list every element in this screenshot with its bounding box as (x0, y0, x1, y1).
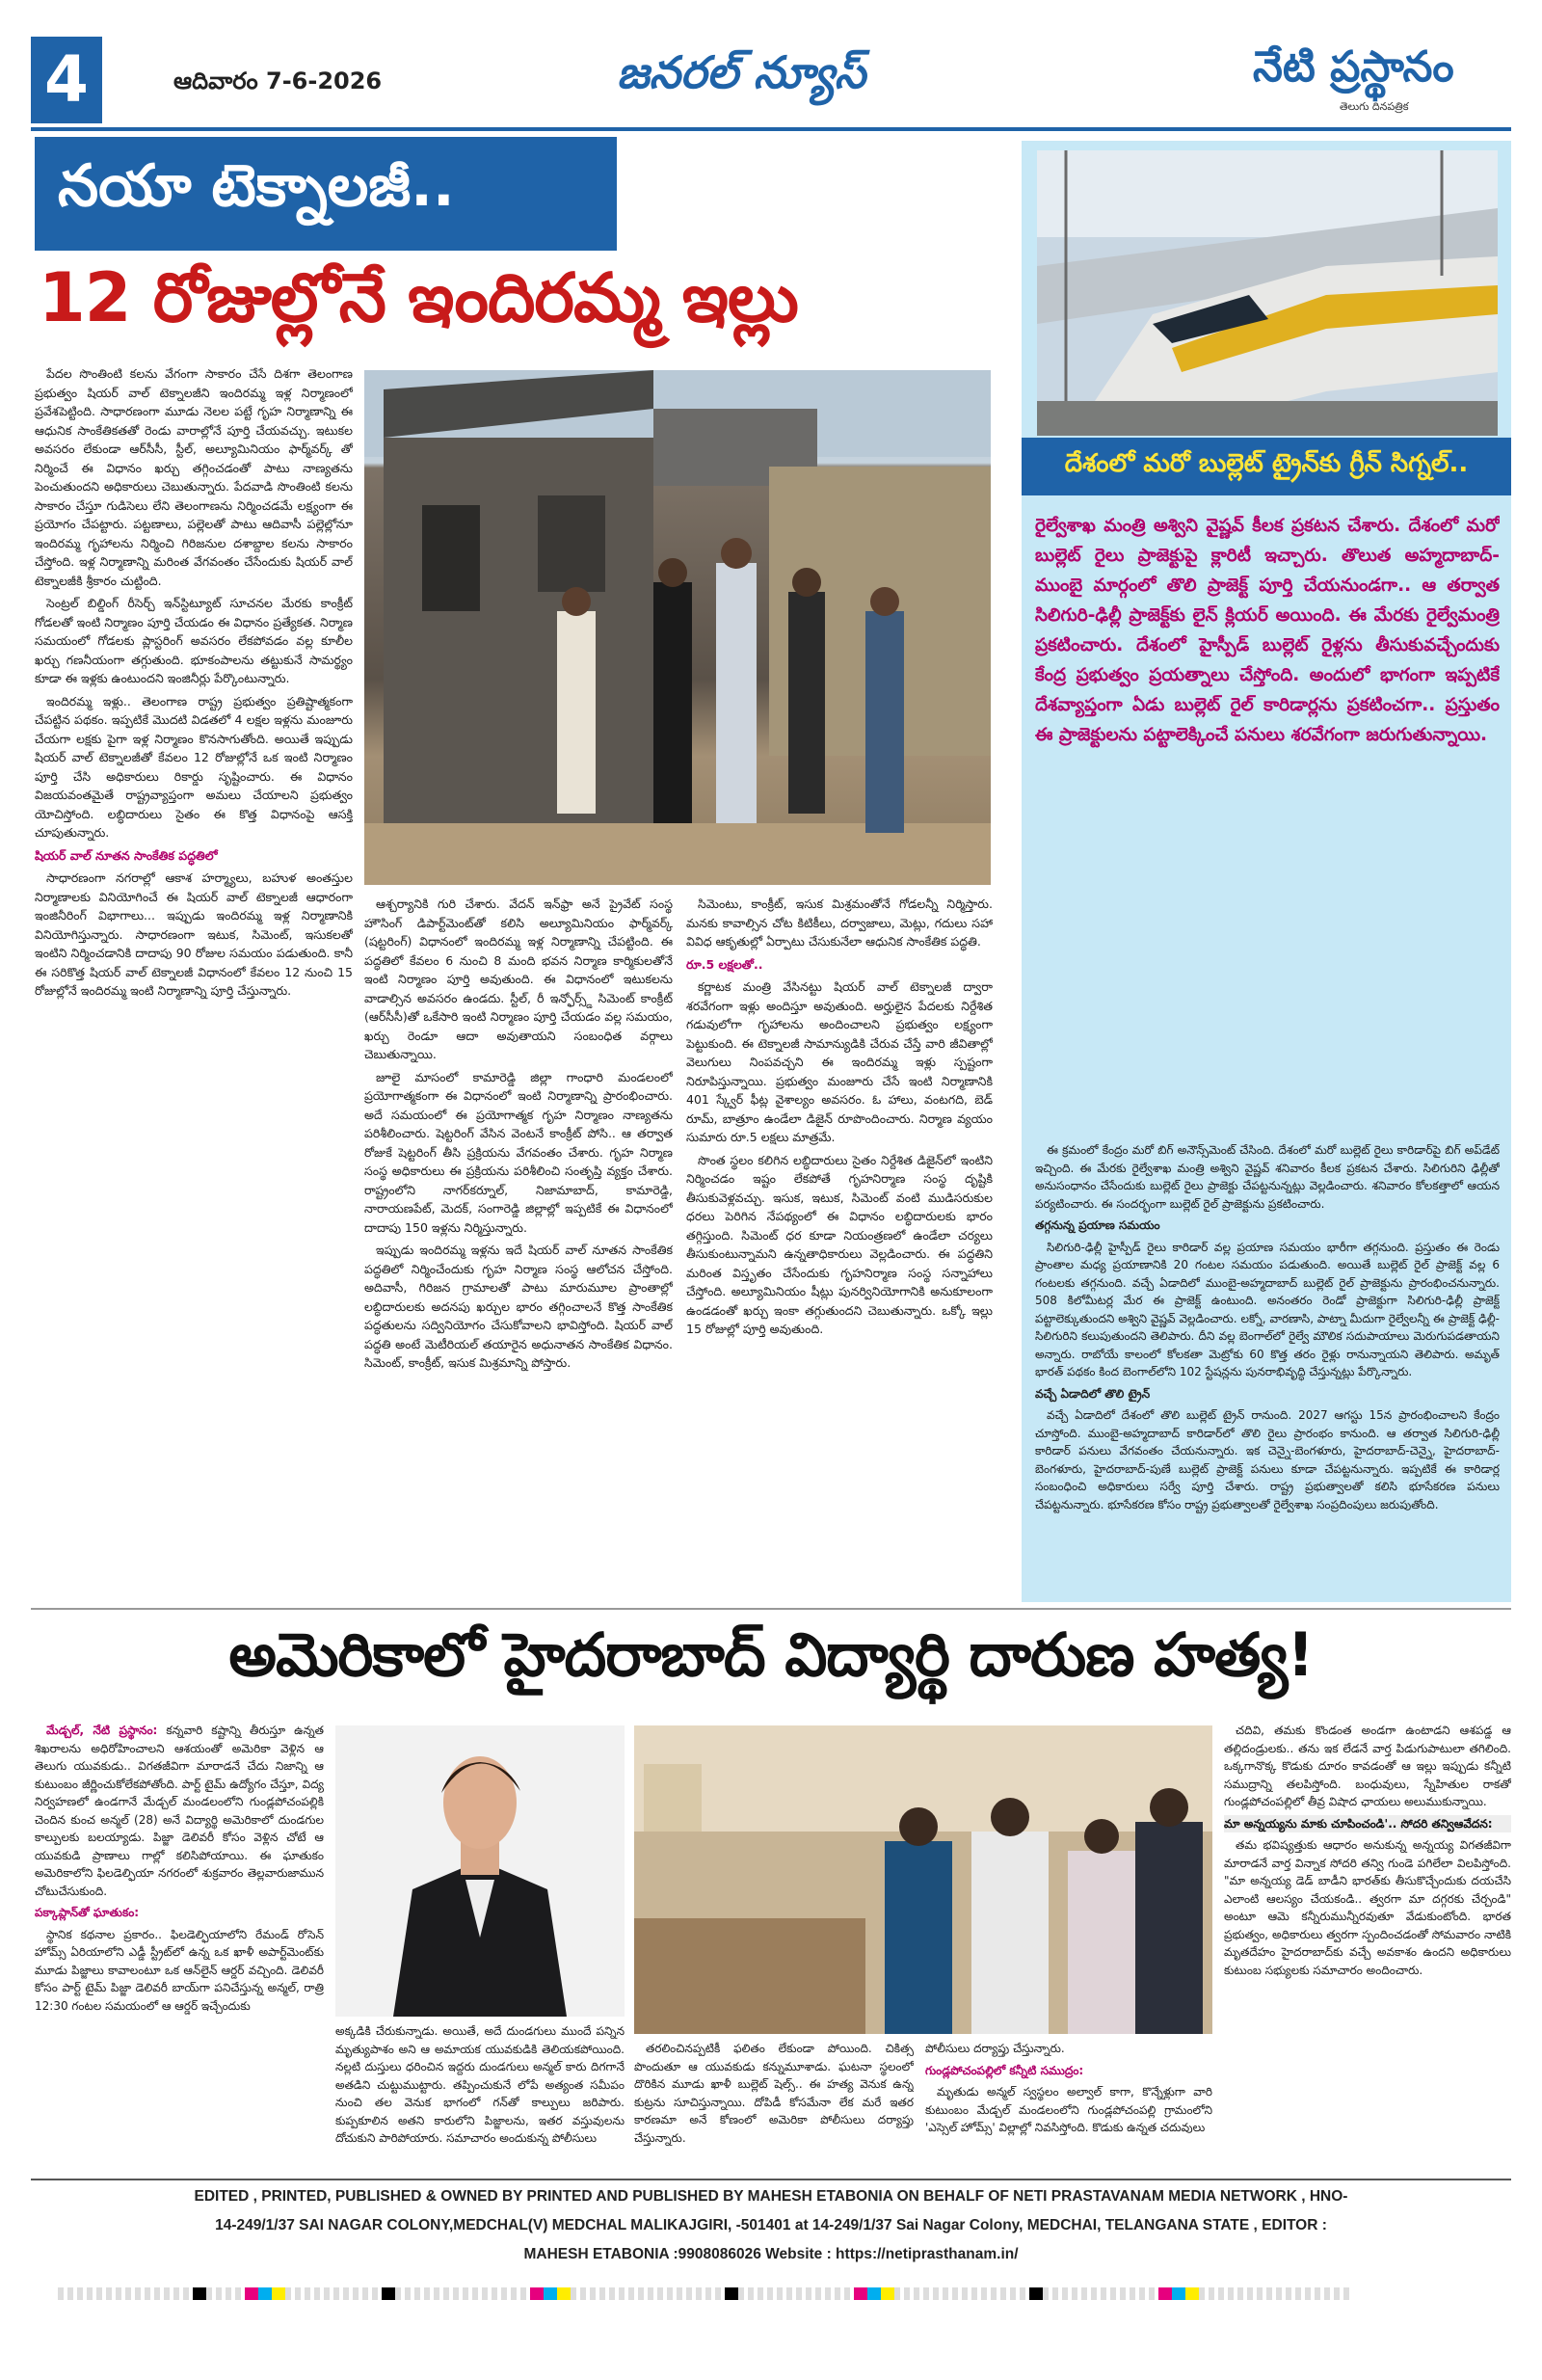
imprint-line: MAHESH ETABONIA :9908086026 Website : https://netiprasthanam.in/ (523, 2246, 1019, 2262)
story3-col3-subhead: మా అన్నయ్యను మాకు చూపించండి'.. సోదరి తన్విఆవేదన: (1224, 1815, 1511, 1833)
story3-column-1 (35, 1722, 324, 2165)
construction-photo (364, 370, 991, 885)
story3-column-2 (634, 2040, 914, 2165)
story1-col2-para: జూలై మాసంలో కామారెడ్డి జిల్లా గాంధారి మండలంలో ప్రయోగాత్మకంగా ఈ విధానంలో ఇంటి నిర్మాణాన్ని ప్రారంభించారు. అదే సమయంలో ఈ ప్రయోగాత్మక గృహ నిర్మాణం నాణ్యతను పరిశీలించారు. షెట్టరింగ్ వేసిన వెంటనే కాంక్రీట్ పోసి.. ఆ తర్వాత రోజుకే షెట్టరింగ్ తీసి ప్రక్రియను వేగవంతం చేశారు. గృహ నిర్మాణ సంస్థ అధికారులు ఈ ప్రక్రియను పరిశీలించి సంతృప్తి వ్యక్తం చేశారు. రాష్ట్రంలోని నాగర్‌కర్నూల్, నిజామాబాద్, కామారెడ్డి, నారాయణపేట్, మెదక్, సంగారెడ్డి జిల్లాల్లో ఇప్పటికే ఈ విధానంలో దాదాపు 150 ఇళ్లను నిర్మిస్తున్నారు. (364, 1069, 673, 1235)
story1-col1-para: సెంట్రల్ బిల్డింగ్ రీసెర్చ్ ఇన్‌స్టిట్యూట్ సూచనల మేరకు కాంక్రీట్ గోడలతో ఇంటి నిర్మాణం పూర్తి చేయడం ఈ విధానం ప్రత్యేకత. నిర్మాణ సమయంలో గోడలకు ప్లాస్టరింగ్ అవసరం లేకపోవడం వల్ల కూలీల ఖర్చు గణనీయంగా తగ్గుతుంది. భూకంపాలను తట్టుకునే సామర్థ్యం కూడా ఈ ఇళ్లకు ఉంటుందని ఇంజినీర్లు పేర్కొంటున్నారు. (35, 596, 353, 685)
story2-headline: దేశంలో మరో బుల్లెట్ ట్రైన్‌కు గ్రీన్ సిగ్నల్.. (1064, 449, 1469, 478)
story1-col3-para: కర్ణాటక మంత్రి వేసినట్టు షియర్ వాల్ టెక్నాలజీ ద్వారా శరవేగంగా ఇళ్లు అందిస్తూ అవుతుంది. అర్హులైన పేదలకు నిర్దేశిత గడువులోగా గృహాలను అందించాలని ప్రభుత్వం లక్ష్యంగా పెట్టుకుంది. ఈ టెక్నాలజీ సామాన్యుడికి చేరువ చేస్తే వారి జీవితాల్లో వెలుగులు నింపవచ్చని ఈ ఇందిరమ్మ ఇళ్లు స్పష్టంగా నిరూపిస్తున్నాయి. ప్రభుత్వం మంజూరు చేసే ఇంటి నిర్మాణానికి 401 స్క్వేర్ ఫీట్ల వైశాల్యం అవసరం. ఓ హాలు, వంటగది, బెడ్ రూమ్, బాత్రూం ఉండేలా డిజైన్ రూపొందించారు. నిర్మాణ వ్యయం సుమారు రూ.5 లక్షలు మాత్రమే. (686, 979, 993, 1144)
bullet-train-illustration (1037, 150, 1498, 436)
story3-photo-caption-text: అక్కడికి చేరుకున్నాడు. అయితే, అదే దుండగులు ముందే పన్నిన మృత్యుపాశం అని ఆ అమాయక యువకుడికి తెలియకపోయింది. నల్లటి దుస్తులు ధరించిన ఇద్దరు దుండగులు అన్మల్ కారు దిగగానే అతడిని చుట్టుముట్టారు. తప్పించుకునే లోపే అత్యంత సమీపం నుంచి తల వెనుక భాగంలో గన్‌తో కాల్పులు జరిపారు. కుప్పకూలిన అతని కారులోని పిజ్జాలను, ఇతర వస్తువులను దోచుకుని పారిపోయారు. సమాచారం అందుకున్న పోలీసులు (335, 2024, 625, 2145)
story3-col2-para: మృతుడు అన్మల్ స్వస్థలం అల్వాల్ కాగా, కొన్నేళ్లుగా వారి కుటుంబం మేడ్చల్ మండలంలోని గుండ్లపోచంపల్లి గ్రామంలోని 'ఎస్సెల్ హోమ్స్' విల్లాల్లో నివసిస్తోంది. కొడుకు ఉన్నత చదువులు (925, 2085, 1212, 2134)
story3-col2-subhead: గుండ్లపోచంపల్లిలో కన్నీటి సముద్రం: (925, 2063, 1084, 2077)
story3-dateline: మేడ్చల్, నేటి ప్రస్థానం: (46, 1724, 158, 1737)
student-photo-illustration (335, 1725, 625, 2017)
story2-subhead: తగ్గనున్న ప్రయాణ సమయం (1035, 1218, 1160, 1232)
footer-rule (31, 2179, 1511, 2180)
story1-col1-para: సాధారణంగా నగరాల్లో ఆకాశ హర్మ్యాలు, బహుళ అంతస్తుల నిర్మాణాలకు వినియోగించే ఈ షియర్ వాల్ టెక్నాలజీ ఆధారంగా ఇంజినీరింగ్ విభాగాలు... ఇప్పుడు ఇందిరమ్మ ఇళ్ల నిర్మాణానికి వినియోగిస్తున్నారు. సాధారణంగా ఇటుక, సిమెంట్, ఇసుకలతో ఇంటిని నిర్మించడానికి దాదాపు 90 రోజుల సమయం పడుతుంది. కానీ ఈ సరికొత్త షియర్ వాల్ టెక్నాలజీ విధానంలో కేవలం 12 నుంచి 15 రోజుల్లోనే ఇందిరమ్మ ఇంటి నిర్మాణాన్ని పూర్తి చేస్తున్నారు. (35, 870, 353, 998)
story1-kicker: నయా టెక్నాలజీ.. (58, 152, 455, 220)
imprint-line: EDITED , PRINTED, PUBLISHED & OWNED BY PRINTED AND PUBLISHED BY MAHESH ETABONIA ON BEHALF OF NETI PRASTAVANAM MEDIA NETWORK , HNO- (194, 2188, 1348, 2205)
story2-para: సిలిగురి-ఢిల్లీ హైస్పీడ్ రైలు కారిడార్ వల్ల ప్రయాణ సమయం భారీగా తగ్గనుంది. ప్రస్తుతం ఈ రెండు ప్రాంతాల మధ్య ప్రయాణానికి 20 గంటల సమయం పడుతుంది. అయితే బుల్లెట్ రైల్ ప్రాజెక్ట్ వల్ల 6 గంటలకు తగ్గనుంది. వచ్చే ఏడాదిలో ముంబై-అహ్మదాబాద్ బుల్లెట్ రైల్ ప్రాజెక్టును ప్రారంభించనున్నారు. 508 కిలోమీటర్ల మేర ఈ ప్రాజెక్ట్ ఉంటుంది. అనంతరం రెండో ప్రాజెక్టుగా సిలిగురి-ఢిల్లీ ప్రాజెక్ట్ పట్టాలెక్కుతుందని అశ్విని వైష్ణవ్ వెల్లడించారు. లక్నో, వారణాసి, పాట్నా మీదుగా రైల్వేలన్నీ ఈ ప్రాజెక్ట్ ఢిల్లీ-సిలిగురిని కలుపుతుందని తెలిపారు. దీని వల్ల బెంగాల్‌లో రైల్వే మౌలిక సదుపాయాలు మెరుగుపడతాయని అన్నారు. రాబోయే కాలంలో కోలకతా మెట్రోకు 60 కొత్త తరం రైళ్లు రానున్నాయని తెలిపారు. అమృత్ భారత్ పథకం కింద బెంగాల్‌లోని 102 స్టేషన్లను పునరాభివృద్ధి చేస్తున్నట్లు పేర్కొన్నారు. (1035, 1240, 1500, 1378)
story1-col1-para: పేదల సొంతింటి కలను వేగంగా సాకారం చేసే దిశగా తెలంగాణ ప్రభుత్వం షియర్ వాల్ టెక్నాలజీని ఇందిరమ్మ ఇళ్ల నిర్మాణంలో ప్రవేశపెట్టింది. సాధారణంగా మూడు నెలల పట్టే గృహ నిర్మాణాన్ని ఈ ఆధునిక సాంకేతికతతో రెండు వారాల్లోనే పూర్తి చేయవచ్చు. ఇటుకల అవసరం లేకుండా ఆర్‌సీసీ, స్టీల్, అల్యూమినియం ఫార్మ్‌వర్క్ తో నిర్మించే ఈ విధానం ఖర్చు తగ్గించడంతో పాటు నాణ్యతను పెంచుతుందని అధికారులు చెబుతున్నారు. పేదవాడి సొంతింటి కలను సాకారం చేస్తూ గుడిసెలు లేని తెలంగాణను నిర్మించడమే లక్ష్యంగా ఈ ప్రయోగం చేపట్టారు. పట్టణాలు, పల్లెలతో పాటు ఆదివాసీ పల్లెల్లోనూ ఇందిరమ్మ గృహాలను నిర్మించి గిరిజనుల దశాబ్దాల కలను సాకారం చేస్తోంది. ఇళ్ల నిర్మాణాన్ని మరింత వేగవంతం చేసేందుకు షియర్ వాల్ టెక్నాలజీకి శ్రీకారం చుట్టింది. (35, 366, 353, 588)
section-title: జనరల్ న్యూస్ (617, 46, 866, 98)
page-number: 4 (44, 42, 89, 117)
story3-col1-para (35, 1722, 324, 1900)
bullet-train-photo (1037, 150, 1498, 436)
story2-para: వచ్చే ఏడాదిలో దేశంలో తొలి బుల్లెట్ ట్రైన్ రానుంది. 2027 ఆగస్టు 15న ప్రారంభించాలని కేంద్రం చూస్తోంది. ముంబై-అహ్మదాబాద్ కారిడార్‌లో తొలి రైలు ప్రారంభం కానుంది. ఆ తర్వాత సిలిగురి-ఢిల్లీ కారిడార్ పనులు వేగవంతం చేయనున్నారు. ఇక చెన్నై-బెంగళూరు, హైదరాబాద్-చెన్నై, హైదరాబాద్-బెంగళూరు, హైదరాబాద్-పుణే బుల్లెట్ ప్రాజెక్ట్ పనులు కూడా చేపట్టనున్నారు. ఇప్పటికే ఈ కారిడార్ల సంబంధించి అధికారులు సర్వే పూర్తి చేశారు. రాష్ట్ర ప్రభుత్వాలతో కలిసి భూసేకరణ పనులు చేపట్టనున్నారు. భూసేకరణ కోసం రాష్ట్ర ప్రభుత్వాలతో రైల్వేశాఖ సంప్రదింపులు జరుపుతోంది. (1035, 1408, 1500, 1511)
story1-col2-para: ఆశ్చర్యానికి గురి చేశారు. వేదన్ ఇన్‌ఫ్రా అనే ప్రైవేట్ సంస్థ హౌసింగ్ డిపార్ట్‌మెంట్‌తో కలిసి అల్యూమినియం ఫార్మ్‌వర్క్ (షట్టరింగ్) విధానంలో ఇందిరమ్మ ఇళ్ల నిర్మాణాన్ని చేపట్టింది. ఈ పద్ధతిలో కేవలం 6 నుంచి 8 మంది భవన నిర్మాణ కార్మికులతోనే ఇంటి నిర్మాణం పూర్తి అవుతుంది. ఈ విధానంలో ఇటుకలను వాడాల్సిన అవసరం ఉండదు. స్టీల్, రీ ఇన్ఫోర్స్డ్ సిమెంట్ కాంక్రీట్ (ఆర్‌సీసీ)తో ఒకేసారి ఇంటి నిర్మాణం పూర్తి చేయడం వల్ల సమయం, ఖర్చు రెండూ ఆదా అవుతాయని సంబంధిత వర్గాలు చెబుతున్నాయి. (364, 896, 673, 1061)
story3-column-2b (925, 2040, 1212, 2165)
story1-col3-subhead: రూ.5 లక్షలతో.. (686, 956, 763, 972)
family-photo-illustration (634, 1725, 1212, 2034)
story1-col1-subhead: షియర్ వాల్ నూతన సాంకేతిక పద్ధతిలో (35, 847, 218, 863)
student-photo (335, 1725, 625, 2017)
masthead-tagline: తెలుగు దినపత్రిక (1340, 100, 1409, 113)
story1-col3-para: సొంత స్థలం కలిగిన లబ్ధిదారులు సైతం నిర్దేశిత డిజైన్‌లో ఇంటిని నిర్మించడం ఇష్టం లేకపోతే గృహనిర్మాణ సంస్థ దృష్టికి తీసుకువెళ్లవచ్చు. ఇసుక, ఇటుక, సిమెంట్ వంటి ముడిసరుకుల ధరలు పెరిగిన నేపథ్యంలో ఈ విధానం లబ్ధిదారులకు భారం తగ్గిస్తుంది. సిమెంట్ ధర కూడా నియంత్రణలో ఉండేలా చర్యలు తీసుకుంటున్నామని ఉన్నతాధికారులు వెల్లడించారు. ఈ పద్ధతిని మరింత విస్తృతం చేసేందుకు గృహనిర్మాణ సంస్థ సన్నాహాలు చేస్తోంది. అల్యూమినియం షీట్లు పునర్వినియోగానికి అనుకూలంగా ఉండడంతో ఖర్చు ఇంకా తగ్గుతుందని చెబుతున్నారు. ఒక్కో ఇల్లు 15 రోజుల్లో పూర్తి అవుతుంది. (686, 1152, 993, 1336)
story3-col1-text: కన్నవారి కష్టాన్ని తీరుస్తూ ఉన్నత శిఖరాలను అధిరోహించాలని ఆశయంతో అమెరికా వెళ్లిన ఆ తెలుగు యువకుడు.. విగతజీవిగా మారాడనే చేదు నిజాన్ని ఆ కుటుంబం జీర్ణించుకోలేకపోతోంది. పార్ట్ టైమ్ ఉద్యోగం చేస్తూ, విద్య నిర్వహణలో ఉండగానే మేడ్చల్ మండలంలోని గుండ్లపోచంపల్లికి చెందిన కుంచ అన్మల్ (28) అనే విద్యార్థి అమెరికాలో దుండగుల కాల్పులకు బలయ్యాడు. పిజ్జా డెలివరీ కోసం వెళ్లిన చోటే ఆ యువకుడి ప్రాణాలు గాల్లో కలిసిపోయాయి. ఈ ఘాతుకం అమెరికాలోని ఫిలడెల్ఫియా నగరంలో శుక్రవారం తెల్లవారుజామున చోటుచేసుకుంది. (35, 1724, 324, 1898)
story3-col1-subhead: పక్కాప్లాన్‌తో ఘాతుకం: (35, 1906, 140, 1919)
story3-col1-para: స్థానిక కథనాల ప్రకారం.. ఫిలడెల్ఫియాలోని రేమండ్ రోసెన్ హోమ్స్ ఏరియాలోని ఎడ్డీ స్ట్రీట్‌లో ఉన్న ఒక ఖాళీ అపార్ట్‌మెంట్‌కు మూడు పిజ్జాలు కావాలంటూ ఒక ఆన్‌లైన్ ఆర్డర్ వచ్చింది. డెలివరీ కోసం పార్ట్ టైమ్ పిజ్జా డెలివరీ బాయ్‌గా పనిచేస్తున్న అన్మల్, రాత్రి 12:30 గంటల సమయంలో ఆ ఆర్డర్ ఇచ్చేందుకు (35, 1927, 324, 2013)
family-photo (634, 1725, 1212, 2034)
story3-col3-para: చదివి, తమకు కొండంత అండగా ఉంటాడని ఆశపడ్డ ఆ తల్లిదండ్రులకు.. తను ఇక లేడనే వార్త పిడుగుపాటులా తగిలింది. ఒక్కగానొక్క కొడుకు దూరం కావడంతో ఆ ఇల్లు ఇప్పుడు కన్నీటి సముద్రాన్ని తలపిస్తోంది. బంధువులు, స్నేహితుల రాకతో గుండ్లపోచంపల్లిలో తీవ్ర విషాద ఛాయలు అలుముకున్నాయి. (1224, 1724, 1511, 1808)
masthead: నేటి ప్రస్థానం (1253, 42, 1454, 92)
issue-date: ఆదివారం 7-6-2026 (173, 67, 383, 94)
story1-column-1 (35, 364, 353, 1589)
registration-color-bar (58, 2286, 1484, 2300)
story1-column-3 (686, 895, 993, 1589)
story2-para: ఈ క్రమంలో కేంద్రం మరో బిగ్ అనౌన్స్‌మెంట్ చేసింది. దేశంలో మరో బుల్లెట్ రైలు కారిడార్‌పై బిగ్ అప్‌డేట్ ఇచ్చింది. ఈ మేరకు రైల్వేశాఖ మంత్రి అశ్విని వైష్ణవ్ శనివారం కీలక ప్రకటన చేశారు. సిలిగురిని ఢిల్లీతో అనుసంధానం చేసేందుకు బుల్లెట్ రైలు ప్రాజెక్టు చేపట్టనున్నట్లు వెల్లడించారు. శనివారం కోలకత్తాలో ఆయన పర్యటించారు. ఈ సందర్భంగా బుల్లెట్ రైల్ ప్రాజెక్టును ప్రకటించారు. (1035, 1143, 1500, 1211)
story1-column-2 (364, 895, 673, 1589)
story1-col3-para: సిమెంటు, కాంక్రీట్, ఇసుక మిశ్రమంతోనే గోడలన్నీ నిర్మిస్తారు. మనకు కావాల్సిన చోట కిటికీలు, దర్వాజాలు, మెట్లు, గదులు సహా వివిధ ఆకృతుల్లో ఏర్పాటు చేసుకునేలా ఆధునిక సాంకేతిక పద్ధతి. (686, 896, 993, 949)
construction-photo-illustration (364, 370, 991, 885)
story3-col2-para: తరలించినప్పటికీ ఫలితం లేకుండా పోయింది. చికిత్స పొందుతూ ఆ యువకుడు కన్నుమూశాడు. ఘటనా స్థలంలో దొరికిన మూడు ఖాళీ బుల్లెట్ షెల్స్.. ఈ హత్య వెనుక ఉన్న కుట్రను సూచిస్తున్నాయి. దోపిడీ కోసమేనా లేక మరే ఇతర కారణమా అనే కోణంలో అమెరికా పోలీసులు దర్యాప్తు చేస్తున్నారు. (634, 2042, 914, 2145)
story1-col2-para: ఇప్పుడు ఇందిరమ్మ ఇళ్లను ఇదే షియర్ వాల్ నూతన సాంకేతిక పద్ధతిలో నిర్మించేందుకు గృహ నిర్మాణ సంస్థ ఆలోచన చేస్తోంది. అదివాసీ, గిరిజన గ్రామాలతో పాటు మారుమూల ప్రాంతాల్లో లబ్ధిదారులకు అదనపు ఖర్చుల భారం తగ్గించాలనే కొత్త సాంకేతిక పద్ధతులను సద్వినియోగం చేసుకోవాలని భావిస్తోంది. షియర్ వాల్ పద్ధతి అంటే మెటీరియల్ తయారైన అధునాతన సాంకేతిక విధానం. సిమెంట్, కాంక్రీట్, ఇసుక మిశ్రమాన్ని పోస్తారు. (364, 1243, 673, 1370)
story3-photo2-caption: పోలీసులు దర్యాప్తు చేస్తున్నారు. (925, 2042, 1065, 2055)
section-divider (31, 1608, 1511, 1610)
story3-headline: అమెరికాలో హైదరాబాద్ విద్యార్థి దారుణ హత్య! (228, 1619, 1314, 1690)
story3-column-3 (1224, 1722, 1511, 2165)
story2-subhead: వచ్చే ఏడాదిలో తొలి ట్రైన్ (1035, 1386, 1151, 1401)
story2-body (1035, 1141, 1500, 1594)
story3-col3-para: తమ భవిష్యత్తుకు ఆధారం అనుకున్న అన్నయ్య విగతజీవిగా మారాడనే వార్త విన్నాక సోదరి తన్వి గుండె పగిలేలా విలపిస్తోంది. "మా అన్నయ్య డెడ్ బాడీని భారత్‌కు తీసుకొచ్చేందుకు దయచేసి ఎలాంటి ఆలస్యం చేయకండి.. త్వరగా మా దగ్గరకు చేర్చండి" అంటూ ఆమె కన్నీరుమున్నీరవుతూ వేడుకుంటోంది. భారత ప్రభుత్వం, అధికారులు త్వరగా స్పందించడంతో సోమవారం నాటికి మృతదేహం హైదరాబాద్‌కు వచ్చే అవకాశం ఉందని అధికారులు కుటుంబ సభ్యులకు సమాచారం అందించారు. (1224, 1838, 1511, 1977)
story2-lede: రైల్వేశాఖ మంత్రి అశ్విని వైష్ణవ్ కీలక ప్రకటన చేశారు. దేశంలో మరో బుల్లెట్ రైలు ప్రాజెక్టుపై క్లారిటీ ఇచ్చారు. తొలుత అహ్మదాబాద్-ముంబై మార్గంలో తొలి ప్రాజెక్ట్ పూర్తి చేయనుండగా.. ఆ తర్వాత సిలిగురి-ఢిల్లీ ప్రాజెక్ట్‌కు లైన్ క్లియర్ అయింది. ఈ మేరకు రైల్వేమంత్రి ప్రకటించారు. దేశంలో హైస్పీడ్ బుల్లెట్ రైళ్లను తీసుకువచ్చేందుకు కేంద్ర ప్రభుత్వం ప్రయత్నాలు చేస్తోంది. అందులో భాగంగా ఇప్పటికే దేశవ్యాప్తంగా ఏడు బుల్లెట్ రైల్ కారిడార్లను ప్రకటించగా.. ప్రస్తుతం ఈ ప్రాజెక్టులను పట్టాలెక్కించే పనులు శరవేగంగా జరుగుతున్నాయి. (1035, 516, 1500, 745)
imprint-line: 14-249/1/37 SAI NAGAR COLONY,MEDCHAL(V) MEDCHAL MALIKAJGIRI, -501401 at 14-249/1/37 Sai Nagar Colony, MEDCHAI, TELANGANA STATE , EDITOR : (215, 2217, 1327, 2233)
story1-col1-para: ఇందిరమ్మ ఇళ్లు.. తెలంగాణ రాష్ట్ర ప్రభుత్వం ప్రతిష్టాత్మకంగా చేపట్టిన పథకం. ఇప్పటికే మొదటి విడతలో 4 లక్షల ఇళ్లను మంజూరు చేయగా లక్షకు పైగా ఇళ్ల నిర్మాణం కొనసాగుతోంది. అయితే ఇప్పుడు షియర్ వాల్ టెక్నాలజీతో కేవలం 12 రోజుల్లోనే ఒక ఇంటి నిర్మాణం పూర్తి చేసి అధికారులు రికార్డు సృష్టించారు. ఈ విధానం విజయవంతమైతే రాష్ట్రవ్యాప్తంగా అమలు చేయాలని ప్రభుత్వం యోచిస్తోంది. లబ్ధిదారులు సైతం ఈ కొత్త విధానంపై ఆసక్తి చూపుతున్నారు. (35, 693, 353, 840)
story1-headline: 12 రోజుల్లోనే ఇందిరమ్మ ఇల్లు (39, 258, 798, 337)
header-rule (31, 127, 1511, 131)
